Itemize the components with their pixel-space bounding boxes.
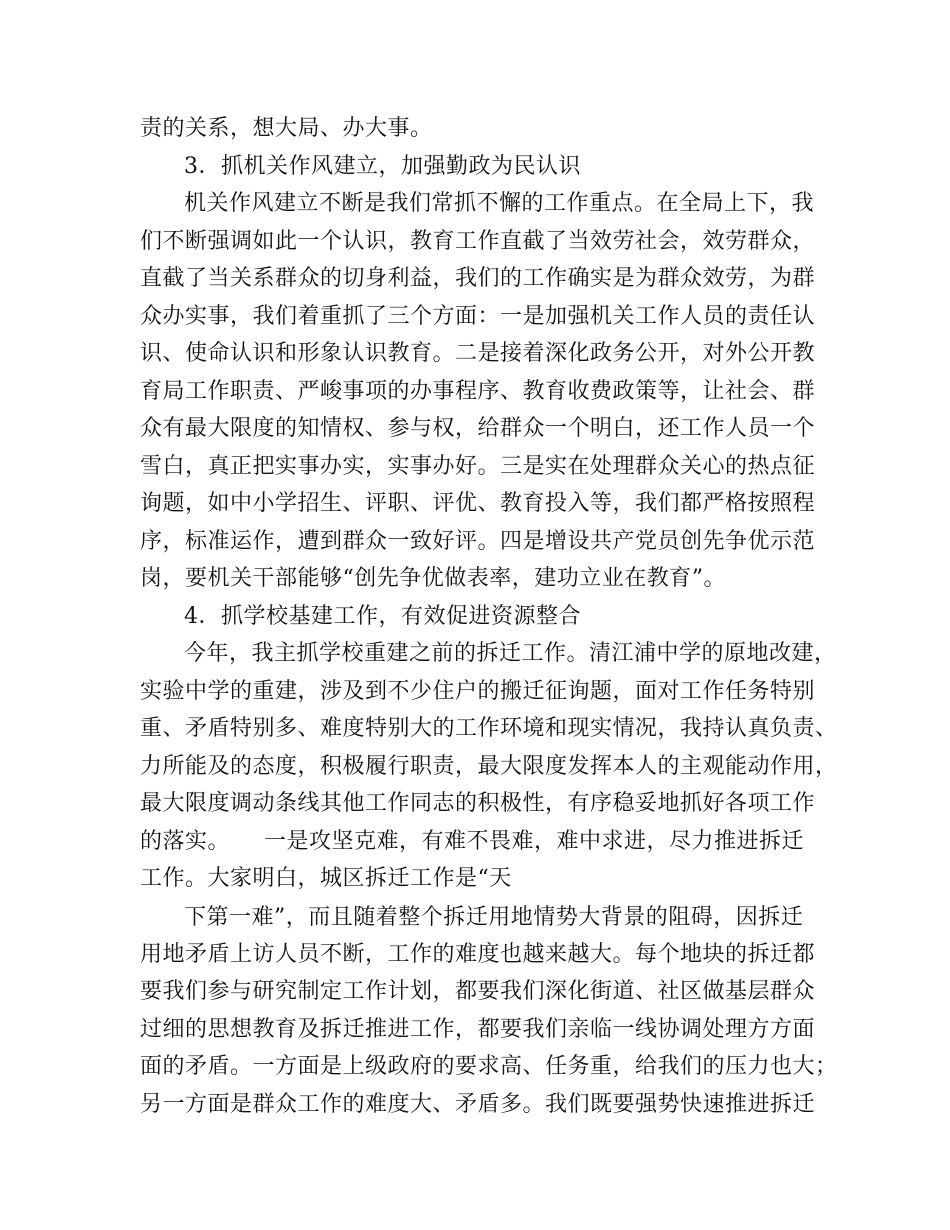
paragraph-line: 实验中学的重建，涉及到不少住户的搬迁征询题，面对工作任务特别	[140, 679, 816, 704]
paragraph-line: 过细的思想教育及拆迁推进工作，都要我们亲临一线协调处理方方面	[140, 1017, 816, 1042]
paragraph-line: 雪白，真正把实事办实，实事办好。三是实在处理群众关心的热点征	[140, 454, 816, 479]
paragraph-line: 要我们参与研究制定工作计划，都要我们深化街道、社区做基层群众	[140, 979, 816, 1004]
paragraph-line: 直截了当关系群众的切身利益，我们的工作确实是为群众效劳，为群	[140, 266, 816, 291]
paragraph-line: 们不断强调如此一个认识，教育工作直截了当效劳社会，效劳群众，	[140, 229, 816, 254]
text-line: 责的关系，想大局、办大事。	[140, 116, 433, 141]
paragraph-line: 机关作风建立不断是我们常抓不懈的工作重点。在全局上下，我	[184, 191, 815, 216]
paragraph-line: 识、使命认识和形象认识教育。二是接着深化政务公开，对外公开教	[140, 341, 816, 366]
paragraph-line: 力所能及的态度，积极履行职责，最大限度发挥本人的主观能动作用，	[140, 754, 838, 779]
section-heading: 4．抓学校基建工作，有效促进资源整合	[184, 604, 581, 629]
paragraph-line: 今年，我主抓学校重建之前的拆迁工作。清江浦中学的原地改建，	[184, 641, 837, 666]
paragraph-line: 最大限度调动条线其他工作同志的积极性，有序稳妥地抓好各项工作	[140, 791, 816, 816]
paragraph-line: 工作。大家明白，城区拆迁工作是“天	[140, 866, 512, 891]
paragraph-line: 面的矛盾。一方面是上级政府的要求高、任务重，给我们的压力也大；	[140, 1054, 838, 1079]
paragraph-line: 重、矛盾特别多、难度特别大的工作环境和现实情况，我持认真负责、	[140, 716, 838, 741]
paragraph-line: 询题，如中小学招生、评职、评优、教育投入等，我们都严格按照程	[140, 491, 816, 516]
paragraph-line: 另一方面是群众工作的难度大、矛盾多。我们既要强势快速推进拆迁	[140, 1092, 816, 1117]
paragraph-line: 岗，要机关干部能够“创先争优做表率，建功立业在教育”。	[140, 566, 726, 591]
section-heading: 3．抓机关作风建立，加强勤政为民认识	[184, 154, 581, 179]
paragraph-line: 育局工作职责、严峻事项的办事程序、教育收费政策等，让社会、群	[140, 379, 816, 404]
paragraph-line: 用地矛盾上访人员不断，工作的难度也越来越大。每个地块的拆迁都	[140, 942, 816, 967]
paragraph-line: 下第一难”，而且随着整个拆迁用地情势大背景的阻碍，因拆迁	[184, 905, 804, 930]
paragraph-line: 众有最大限度的知情权、参与权，给群众一个明白，还工作人员一个	[140, 416, 816, 441]
paragraph-line: 众办实事，我们着重抓了三个方面：一是加强机关工作人员的责任认	[140, 304, 816, 329]
paragraph-line: 序，标准运作，遭到群众一致好评。四是增设共产党员创先争优示范	[140, 529, 816, 554]
paragraph-line: 的落实。 一是攻坚克难，有难不畏难，难中求进，尽力推进拆迁	[140, 829, 805, 854]
